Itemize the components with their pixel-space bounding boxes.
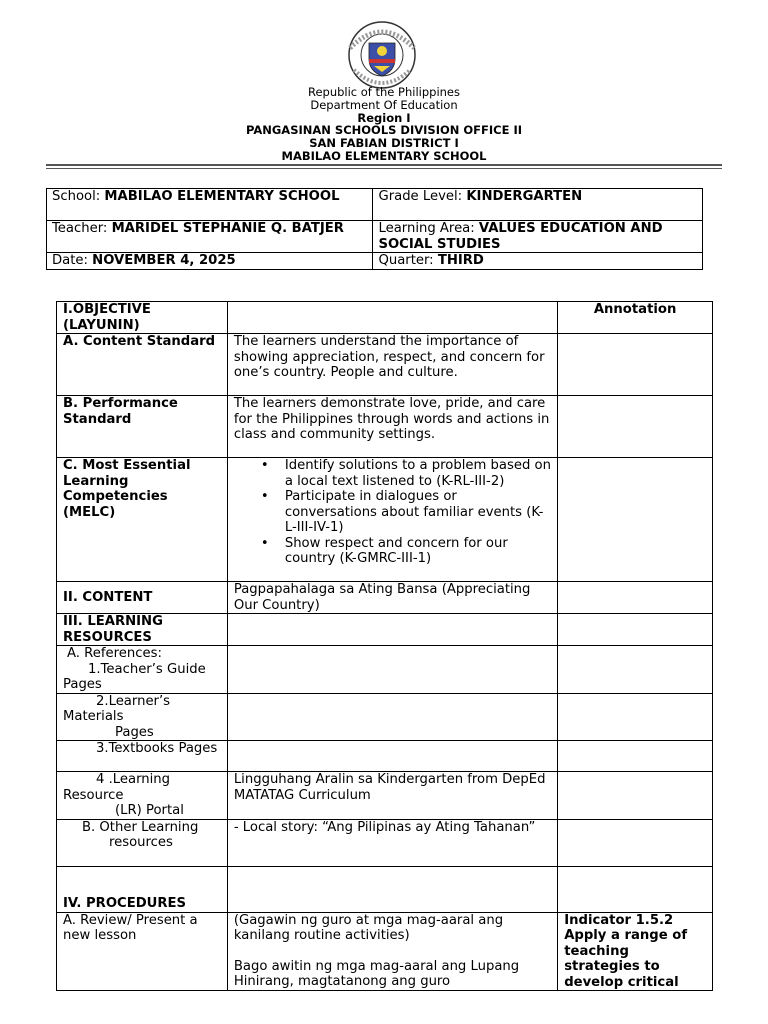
melc-label: C. Most Essential Learning Competencies (MELC) <box>57 458 228 582</box>
other-resources-label: B. Other Learning resources <box>57 819 228 866</box>
content-standard-annotation <box>558 334 713 396</box>
learning-resources-label: III. LEARNING RESOURCES <box>57 614 228 646</box>
school-cell: School: MABILAO ELEMENTARY SCHOOL <box>47 189 373 221</box>
teachers-guide-cell <box>227 646 557 694</box>
content-standard-text: The learners understand the importance of showing appreciation, respect, and concern for one’s country. People and culture. <box>227 334 557 396</box>
melc-item: • Show respect and concern for our country (K-GMRC-III-1) <box>285 536 551 567</box>
quarter-value: THIRD <box>437 253 484 268</box>
content-label: II. CONTENT <box>57 582 228 614</box>
review-label: A. Review/ Present a new lesson <box>57 912 228 991</box>
learners-materials-annotation <box>558 693 713 741</box>
learning-resources-cell <box>227 614 557 646</box>
references-label: A. References: 1.Teacher’s Guide Pages <box>57 646 228 694</box>
annotation-heading: Annotation <box>558 302 713 334</box>
textbooks-label: 3.Textbooks Pages <box>57 741 228 772</box>
grade-level-value: KINDERGARTEN <box>466 189 583 204</box>
header-division: PANGASINAN SCHOOLS DIVISION OFFICE II <box>245 123 523 137</box>
header-district: SAN FABIAN DISTRICT I <box>309 136 459 150</box>
lr-portal-annotation <box>558 772 713 820</box>
melc-list <box>234 458 551 567</box>
melc-annotation <box>558 458 713 582</box>
melc-item: • Identify solutions to a problem based on a local text listened to (K-RL-III-2) <box>285 458 551 489</box>
lesson-plan-table <box>56 301 713 991</box>
header-republic: Republic of the Philippines <box>307 85 461 99</box>
melc-list-cell <box>227 458 557 582</box>
objective-heading: I.OBJECTIVE (LAYUNIN) <box>57 302 228 334</box>
performance-standard-annotation <box>558 396 713 458</box>
header-region: Region I <box>357 111 411 125</box>
learners-materials-label: 2.Learner’s Materials Pages <box>57 693 228 741</box>
header-divider-thin <box>46 168 722 169</box>
procedures-label: IV. PROCEDURES <box>57 866 228 912</box>
performance-standard-label: B. Performance Standard <box>57 396 228 458</box>
header-department: Department Of Education <box>310 98 458 112</box>
learning-resources-annotation <box>558 614 713 646</box>
melc-item: • Participate in dialogues or conversations about familiar events (K-L-III-IV-1) <box>285 489 551 536</box>
other-resources-text: - Local story: “Ang Pilipinas ay Ating Tahanan” <box>227 819 557 866</box>
quarter-cell: Quarter: THIRD <box>373 253 703 270</box>
performance-standard-text: The learners demonstrate love, pride, and care for the Philippines through words and actions in class and community settings. <box>227 396 557 458</box>
grade-level-cell: Grade Level: KINDERGARTEN <box>373 189 703 221</box>
teachers-guide-annotation <box>558 646 713 694</box>
date-value: NOVEMBER 4, 2025 <box>92 253 236 268</box>
teacher-cell: Teacher: MARIDEL STEPHANIE Q. BATJER <box>47 221 373 253</box>
procedures-cell <box>227 866 557 912</box>
textbooks-annotation <box>558 741 713 772</box>
school-value: MABILAO ELEMENTARY SCHOOL <box>104 189 340 204</box>
review-text: (Gagawin ng guro at mga mag-aaral ang kanilang routine activities) Bago awitin ng mga mag-aaral ang Lupang Hinirang, magtatanong ang guro <box>227 912 557 991</box>
header-divider <box>46 164 722 166</box>
objective-content-cell <box>227 302 557 334</box>
learning-area-cell: Learning Area: VALUES EDUCATION AND SOCIAL STUDIES <box>373 221 703 253</box>
other-resources-annotation <box>558 819 713 866</box>
lr-portal-label: 4 .Learning Resource (LR) Portal <box>57 772 228 820</box>
learners-materials-cell <box>227 693 557 741</box>
lr-portal-text: Lingguhang Aralin sa Kindergarten from DepEd MATATAG Curriculum <box>227 772 557 820</box>
indicator-annotation: Indicator 1.5.2 Apply a range of teaching strategies to develop critical <box>558 912 713 991</box>
header-school: MABILAO ELEMENTARY SCHOOL <box>281 149 487 163</box>
content-standard-label: A. Content Standard <box>57 334 228 396</box>
deped-seal-logo <box>338 18 426 92</box>
info-table <box>46 188 703 270</box>
learning-area-value: VALUES EDUCATION AND SOCIAL STUDIES <box>378 221 663 252</box>
content-text: Pagpapahalaga sa Ating Bansa (Appreciating Our Country) <box>227 582 557 614</box>
date-cell: Date: NOVEMBER 4, 2025 <box>47 253 373 270</box>
procedures-annotation <box>558 866 713 912</box>
content-annotation <box>558 582 713 614</box>
textbooks-cell <box>227 741 557 772</box>
teacher-value: MARIDEL STEPHANIE Q. BATJER <box>111 221 344 236</box>
